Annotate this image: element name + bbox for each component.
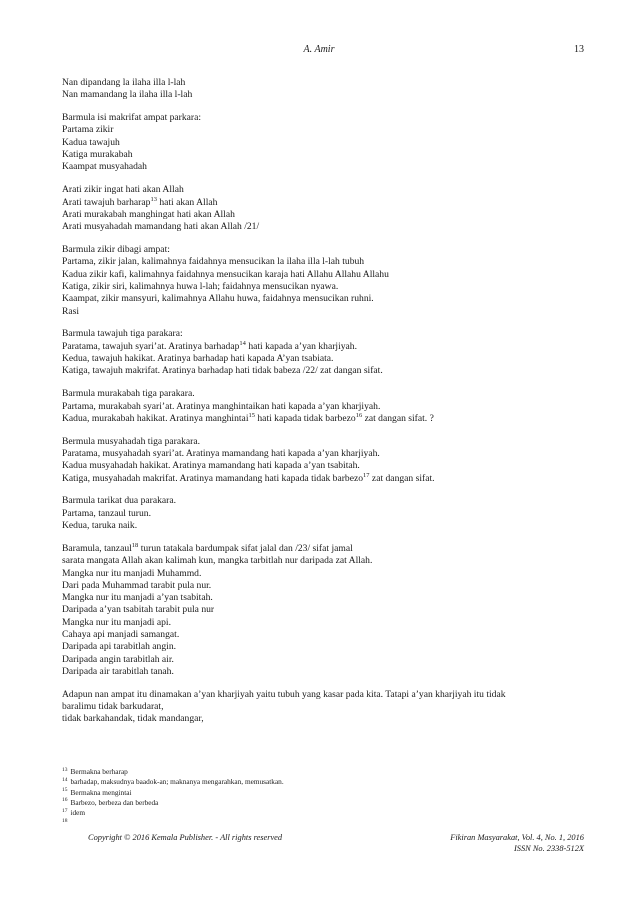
text-line — [62, 448, 582, 460]
footnote-ref: 14 — [239, 339, 246, 347]
footnote-number: 18 — [62, 818, 68, 825]
text-segment: Barmula murakabah tiga parakara. — [62, 388, 195, 400]
text-segment: Cahaya api manjadi samangat. — [62, 629, 180, 641]
footnote-ref: 15 — [248, 411, 255, 419]
text-segment: Kadua zikir kafi, kalimahnya faidahnya mensucikan karaja hati Allahu Allahu Allahu — [62, 268, 389, 280]
text-segment: Mangka nur itu manjadi api. — [62, 616, 171, 628]
text-line — [62, 617, 582, 629]
text-segment: tidak barkahandak, tidak mandangar, — [62, 713, 204, 725]
text-line — [62, 713, 582, 725]
text-line — [62, 184, 582, 196]
footnote-number: 14 — [62, 776, 68, 783]
footnote-ref: 18 — [131, 541, 139, 549]
text-line — [62, 666, 582, 678]
text-segment: Nan mamandang la ilaha illa l-lah — [62, 89, 193, 101]
text-segment: Dari pada Muhammad tarabit pula nur. — [62, 579, 212, 591]
text-segment: Barmula tarikat dua parakara. — [62, 495, 177, 507]
footnote — [62, 808, 582, 818]
text-segment: Paratama, tawajuh syari’at. Aratinya barhadap — [62, 340, 240, 352]
text-line — [62, 460, 582, 472]
footnote-number: 15 — [62, 787, 68, 794]
text-line — [62, 161, 582, 173]
text-line — [62, 641, 582, 653]
text-segment: Mangka nur itu manjadi Muhammd. — [62, 567, 202, 579]
text-segment: hati kapada tidak barbezo — [254, 412, 356, 424]
footnotes — [62, 767, 582, 829]
text-segment: Kedua, tawajuh hakikat. Aratinya barhadap hati kapada A’yan tsabiata. — [62, 353, 334, 365]
footnote — [62, 777, 582, 787]
text-line — [62, 473, 582, 485]
paragraph — [62, 543, 582, 678]
text-line — [62, 388, 582, 400]
text-line — [62, 508, 582, 520]
text-line — [62, 341, 582, 353]
text-segment: Katiga, zikir siri, kalimahnya huwa l-lah; faidahnya mensucikan nyawa. — [62, 280, 339, 292]
text-segment: Daripada a’yan tsabitah tarabit pula nur — [62, 604, 215, 616]
text-segment: zat dangan sifat. ? — [362, 412, 434, 424]
text-line — [62, 197, 582, 209]
text-line — [62, 269, 582, 281]
text-segment: Daripada angin tarabitlah air. — [62, 653, 174, 665]
text-line — [62, 149, 582, 161]
text-segment: Mangka nur itu manjadi a’yan tsabitah. — [62, 592, 213, 604]
text-line — [62, 413, 582, 425]
text-line — [62, 77, 582, 89]
paragraph — [62, 244, 582, 318]
text-line — [62, 244, 582, 256]
footnote — [62, 767, 582, 777]
text-segment: baralimu tidak barkudarat, — [62, 701, 164, 713]
paragraph — [62, 77, 582, 102]
text-line — [62, 281, 582, 293]
text-segment: Arati musyahadah mamandang hati akan Allah /21/ — [62, 221, 260, 233]
paragraph — [62, 112, 582, 173]
text-line — [62, 520, 582, 532]
text-line — [62, 124, 582, 136]
journal-issn: ISSN No. 2338-512X — [513, 844, 584, 853]
text-segment: Kedua, taruka naik. — [62, 520, 138, 532]
text-segment: Arati tawajuh barharap — [62, 196, 151, 208]
text-segment: zat dangan sifat. — [369, 472, 435, 484]
text-line — [62, 401, 582, 413]
text-line — [62, 689, 582, 701]
footnote-ref: 13 — [150, 195, 157, 203]
text-line — [62, 580, 582, 592]
text-segment: Arati murakabah manghingat hati akan Allah — [62, 208, 235, 220]
text-segment: Partama zikir — [62, 124, 114, 136]
paragraph — [62, 495, 582, 532]
text-line — [62, 592, 582, 604]
footnote — [62, 798, 582, 808]
text-line — [62, 209, 582, 221]
text-line — [62, 365, 582, 377]
text-line — [62, 543, 582, 555]
paragraph — [62, 328, 582, 377]
text-line — [62, 112, 582, 124]
text-line — [62, 328, 582, 340]
text-segment: Arati zikir ingat hati akan Allah — [62, 184, 184, 196]
footnote-text: Bermakna mengintai — [70, 787, 132, 797]
text-segment: turun tatakala bardumpak sifat jalal dan /23/ sifat jamal — [138, 542, 353, 554]
text-line — [62, 629, 582, 641]
text-segment: Bermula musyahadah tiga parakara. — [62, 435, 200, 447]
text-segment: Partama, murakabah syari’at. Aratinya manghintaikan hati kapada a’yan kharjiyah. — [62, 400, 381, 412]
text-segment: Partama, tanzaul turun. — [62, 507, 151, 519]
running-head-author: A. Amir — [303, 44, 335, 55]
text-line — [62, 221, 582, 233]
footnote-number: 17 — [62, 807, 68, 814]
text-line — [62, 555, 582, 567]
text-segment: Kaampat musyahadah — [62, 161, 147, 173]
paragraph — [62, 689, 582, 726]
text-segment: Kaampat, zikir mansyuri, kalimahnya Allahu huwa, faidahnya mensucikan ruhni. — [62, 293, 374, 305]
article-body — [62, 77, 582, 736]
paragraph — [62, 184, 582, 233]
text-line — [62, 495, 582, 507]
text-segment: Barmula zikir dibagi ampat: — [62, 244, 170, 256]
copyright-notice: Copyright © 2016 Kemala Publisher. - All rights reserved — [88, 833, 283, 842]
text-segment: hati kapada a’yan kharjiyah. — [245, 340, 357, 352]
text-line — [62, 568, 582, 580]
text-line — [62, 436, 582, 448]
text-line — [62, 701, 582, 713]
footnote-number: 16 — [62, 797, 68, 804]
text-segment: Katiga murakabah — [62, 149, 133, 161]
footnote-number: 13 — [62, 766, 68, 773]
text-segment: sarata mangata Allah akan kalimah kun, mangka tarbitlah nur daripada zat Allah. — [62, 555, 373, 567]
text-segment: Barmula tawajuh tiga parakara: — [62, 328, 183, 340]
text-segment: Kadua tawajuh — [62, 136, 120, 148]
text-segment: Nan dipandang la ilaha illa l-lah — [62, 77, 186, 88]
text-segment: Katiga, tawajuh makrifat. Aratinya barhadap hati tidak babeza /22/ zat dangan sifat. — [62, 365, 383, 377]
text-segment: Paratama, musyahadah syari’at. Aratinya mamandang hati kapada a’yan kharjiyah. — [62, 447, 380, 459]
journal-citation: Fikiran Masyarakat, Vol. 4, No. 1, 2016 — [450, 833, 584, 842]
paragraph — [62, 388, 582, 425]
text-line — [62, 89, 582, 101]
text-segment: Katiga, musyahadah makrifat. Aratinya mamandang hati kapada tidak barbezo — [62, 472, 364, 484]
text-line — [62, 604, 582, 616]
journal-info — [450, 832, 584, 854]
text-segment: Kadua musyahadah hakikat. Aratinya mamandang hati kapada a’yan tsabitah. — [62, 460, 360, 472]
footnote-ref: 17 — [363, 471, 370, 479]
text-segment: Rasi — [62, 305, 80, 317]
text-segment: Partama, zikir jalan, kalimahnya faidahnya mensucikan la ilaha illa l-lah tubuh — [62, 256, 365, 268]
text-line — [62, 293, 582, 305]
footnote — [62, 818, 582, 828]
text-line — [62, 654, 582, 666]
text-line — [62, 256, 582, 268]
footnote-text: idem — [70, 808, 86, 818]
text-line — [62, 137, 582, 149]
text-segment: Barmula isi makrifat ampat parkara: — [62, 112, 202, 124]
text-segment: Baramula, tanzaul — [62, 542, 132, 554]
footnote-text: Bermakna berharap — [70, 767, 128, 776]
text-segment: hati akan Allah — [156, 196, 218, 208]
text-line — [62, 353, 582, 365]
footnote — [62, 788, 582, 798]
footnote-text: barhadap, maksudnya baadok-an; maknanya mengarahkan, memusatkan. — [70, 777, 284, 787]
text-segment: Kadua, murakabah hakikat. Aratinya manghintai — [62, 412, 249, 424]
text-segment: Daripada air tarabitlah tanah. — [62, 665, 174, 677]
footnote-text: Barbezo, berbeza dan berbeda — [70, 797, 159, 807]
text-line — [62, 306, 582, 318]
text-segment: Daripada api tarabitlah angin. — [62, 641, 177, 653]
footnote-ref: 16 — [355, 411, 363, 419]
paragraph — [62, 436, 582, 485]
page-number: 13 — [574, 44, 584, 55]
text-segment: Adapun nan ampat itu dinamakan a’yan kharjiyah yaitu tubuh yang kasar pada kita. Tatapi a’yan kharjiyah itu tidak — [62, 688, 506, 700]
